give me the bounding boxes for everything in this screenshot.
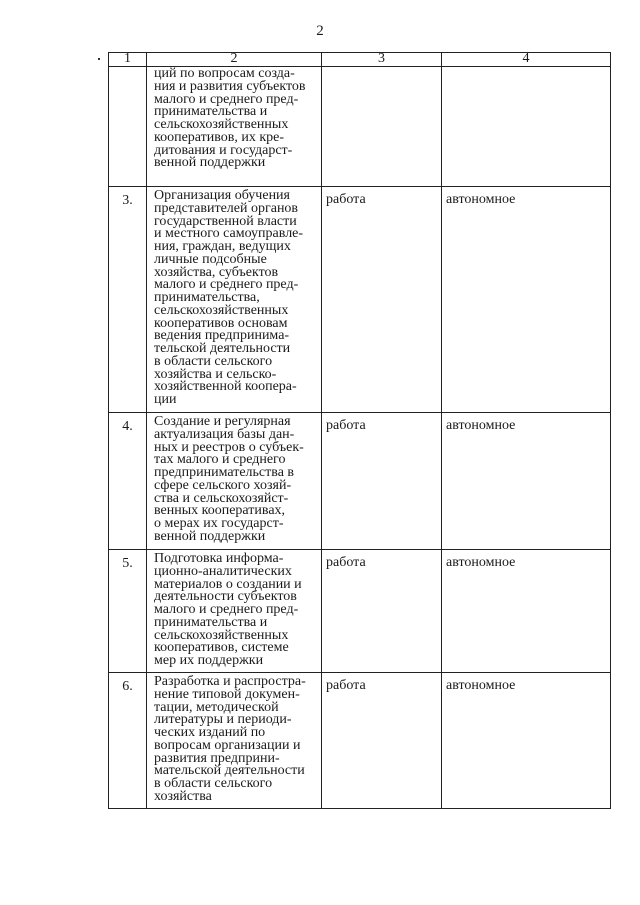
description-line: принимательства и [154, 614, 268, 630]
description-line: тельской деятельности [154, 341, 291, 356]
activity-type: работа [322, 413, 442, 550]
description-line: кооперативов, их кре- [154, 129, 285, 145]
description-line: малого и среднего пред- [154, 602, 299, 617]
activity-description [147, 187, 322, 413]
description-line: Создание и регулярная [154, 414, 291, 429]
table-row [109, 673, 611, 809]
description-line: сфере сельского хозяй- [154, 477, 292, 493]
description-line: литературы и периоди- [154, 712, 292, 728]
activity-description [147, 550, 322, 673]
institution-type: автономное [442, 550, 611, 673]
table-row [109, 550, 611, 673]
description-line: нение типовой докумен- [154, 686, 300, 702]
description-line: хозяйственной коопера- [154, 379, 297, 395]
description-line: развития предприни- [154, 750, 280, 766]
description-line: Разработка и распростра- [154, 674, 306, 689]
description-line: материалов о создании и [154, 576, 302, 592]
description-line: ции [154, 392, 177, 407]
description-line: ния и развития субъектов [154, 78, 306, 94]
table-row [109, 187, 611, 413]
description-line: хозяйства [154, 788, 212, 804]
description-line: личные подсобные [154, 251, 267, 267]
description-line: принимательства, [154, 290, 260, 305]
description-line: принимательства и [154, 104, 268, 120]
description-line: мер их поддержки [154, 653, 264, 668]
activity-type: работа [322, 673, 442, 809]
institution-type: автономное [442, 187, 611, 413]
activity-description [147, 413, 322, 550]
description-line: малого и среднего пред- [154, 91, 299, 107]
description-line: кооперативов основам [154, 315, 288, 331]
activity-table [108, 52, 611, 809]
description-line: актуализация базы дан- [154, 426, 295, 442]
description-line: кооперативов, системе [154, 640, 289, 656]
description-line: мательской деятельности [154, 763, 305, 779]
institution-type: автономное [442, 673, 611, 809]
description-line: вопросам организации и [154, 737, 301, 753]
description-line: предпринимательства в [154, 465, 295, 480]
row-number: 6. [109, 673, 147, 809]
description-line: сельскохозяйственных [154, 302, 289, 318]
description-line: представителей органов [154, 200, 299, 216]
description-line: ства и сельскохозяйст- [154, 490, 289, 506]
table-row [109, 67, 611, 187]
column-number: 1 [109, 53, 147, 67]
row-number: 3. [109, 187, 147, 413]
description-line: государственной власти [154, 213, 297, 229]
description-line: в области сельского [154, 776, 273, 791]
description-line: и местного самоуправле- [154, 226, 304, 242]
scan-mark [98, 58, 100, 60]
column-number: 3 [322, 53, 442, 67]
page-number: 2 [316, 23, 324, 39]
row-number: 5. [109, 550, 147, 673]
description-line: ционно-аналитических [154, 563, 292, 579]
column-number-row [109, 53, 611, 67]
description-line: деятельности субъектов [154, 589, 297, 605]
description-line: ных и реестров о субъек- [154, 439, 304, 455]
description-line: ния, граждан, ведущих [154, 239, 291, 254]
activity-description [147, 67, 322, 187]
description-line: малого и среднего пред- [154, 277, 299, 293]
description-line: ческих изданий по [154, 725, 266, 740]
description-line: ций по вопросам созда- [154, 66, 295, 81]
row-number: 4. [109, 413, 147, 550]
table-row [109, 413, 611, 550]
description-line: венной поддержки [154, 155, 266, 171]
activity-type: работа [322, 187, 442, 413]
institution-type [442, 67, 611, 187]
description-line: венной поддержки [154, 528, 266, 544]
description-line: о мерах их государст- [154, 516, 284, 531]
description-line: тах малого и среднего [154, 452, 286, 468]
activity-type: работа [322, 550, 442, 673]
activity-description [147, 673, 322, 809]
row-number [109, 67, 147, 187]
description-line: дитования и государст- [154, 142, 293, 158]
description-line: Организация обучения [154, 188, 290, 203]
description-line: сельскохозяйственных [154, 627, 289, 643]
activity-type [322, 67, 442, 187]
description-line: венных кооперативах, [154, 503, 286, 519]
column-number: 2 [147, 53, 322, 67]
description-line: тации, методической [154, 699, 279, 715]
description-line: хозяйства и сельско- [154, 366, 277, 382]
description-line: в области сельского [154, 353, 273, 369]
institution-type: автономное [442, 413, 611, 550]
description-line: хозяйства, субъектов [154, 264, 279, 280]
description-line: ведения предпринима- [154, 328, 290, 344]
column-number: 4 [442, 53, 611, 67]
description-line: сельскохозяйственных [154, 117, 289, 132]
description-line: Подготовка информа- [154, 551, 284, 566]
